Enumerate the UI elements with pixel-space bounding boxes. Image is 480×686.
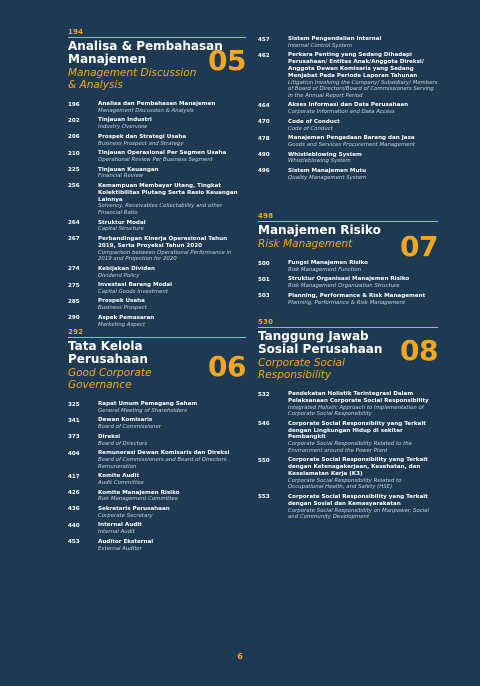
section-number: 08 <box>400 334 438 367</box>
toc-entry[interactable] <box>258 276 438 289</box>
section-number: 05 <box>208 44 246 77</box>
toc-entry-text <box>98 183 246 217</box>
section-06 <box>68 328 246 555</box>
toc-entry[interactable] <box>258 135 438 148</box>
toc-title-en: Capital Goods Investment <box>98 288 168 295</box>
toc-title-id: Tinjauan Keuangan <box>98 166 159 173</box>
section-title-line: Manajemen Risiko <box>258 223 381 237</box>
section-subtitle-line: Management Discussion <box>68 67 197 79</box>
toc-entry-text <box>98 236 246 263</box>
toc-entry[interactable] <box>68 167 246 180</box>
toc-page-number: 496 <box>258 168 270 175</box>
toc-page-number: 532 <box>258 391 270 398</box>
toc-list <box>258 36 438 181</box>
toc-entry[interactable] <box>68 298 246 311</box>
toc-title-id: Kebijakan Dividen <box>98 265 155 272</box>
toc-entry[interactable] <box>68 450 246 470</box>
toc-entry[interactable] <box>258 52 438 99</box>
toc-entry[interactable] <box>258 102 438 115</box>
toc-page-number: 457 <box>258 36 270 43</box>
toc-title-id: Whistleblowing System <box>288 151 362 158</box>
section-subtitle-line: Governance <box>68 379 132 391</box>
toc-title-en: Audit Committee <box>98 479 144 486</box>
toc-entry[interactable] <box>258 391 438 418</box>
section-title-line: Perusahaan <box>68 352 148 366</box>
section-08 <box>258 318 438 524</box>
section-header <box>68 340 246 391</box>
toc-list <box>68 101 246 328</box>
toc-page-number: 503 <box>258 293 270 300</box>
toc-list <box>68 401 246 552</box>
toc-page-number: 426 <box>68 490 80 497</box>
toc-entry[interactable] <box>68 282 246 295</box>
toc-entry-text <box>288 276 438 289</box>
toc-entry-text <box>288 152 438 165</box>
toc-entry-text <box>98 539 246 552</box>
toc-title-id: Prospek Usaha <box>98 298 145 305</box>
toc-title-id: Internal Audit <box>98 522 142 529</box>
toc-page-number: 417 <box>68 473 80 480</box>
section-number: 06 <box>208 350 246 383</box>
toc-entry[interactable] <box>258 494 438 521</box>
toc-entry[interactable] <box>258 36 438 49</box>
toc-title-en: Board of Commissioners and Board of Directors Remuneration <box>98 456 227 470</box>
toc-page-number: 274 <box>68 266 80 273</box>
section-page: 292 <box>68 328 246 338</box>
toc-title-id: Akses Informasi dan Data Perusahaan <box>288 102 409 109</box>
toc-entry[interactable] <box>68 266 246 279</box>
toc-title-en: Corporate Secretary <box>98 512 153 519</box>
toc-entry-text <box>288 119 438 132</box>
toc-title-en: Business Prospect <box>98 305 147 312</box>
toc-entry-text <box>98 490 246 503</box>
toc-entry[interactable] <box>68 150 246 163</box>
toc-title-en: Internal Audit <box>98 529 135 536</box>
toc-title-id: Struktur Modal <box>98 219 146 226</box>
toc-title-en: Risk Management Organization Structure <box>288 283 400 290</box>
toc-title-id: Sistem Manajemen Mutu <box>288 167 367 174</box>
toc-entry[interactable] <box>258 457 438 491</box>
toc-title-en: Management Discussion & Analysis <box>98 107 194 114</box>
toc-title-id: Tinjauan Industri <box>98 117 152 124</box>
toc-page-number: 436 <box>68 506 80 513</box>
toc-entry[interactable] <box>68 490 246 503</box>
toc-entry-text <box>98 450 246 470</box>
toc-title-id: Aspek Pemasaran <box>98 314 155 321</box>
section-title-line: Tata Kelola <box>68 339 143 353</box>
toc-entry-text <box>288 293 438 306</box>
toc-entry-text <box>288 391 438 418</box>
toc-entry-text <box>98 150 246 163</box>
toc-page-number: 404 <box>68 450 80 457</box>
toc-entry[interactable] <box>68 506 246 519</box>
toc-page-number: 490 <box>258 152 270 159</box>
toc-list <box>258 391 438 521</box>
toc-page-number: 341 <box>68 417 80 424</box>
toc-title-en: Code of Conduct <box>288 125 333 132</box>
section-title-line: Tanggung Jawab <box>258 329 369 343</box>
toc-entry[interactable] <box>68 522 246 535</box>
toc-page-number: 264 <box>68 220 80 227</box>
toc-entry-text <box>98 473 246 486</box>
toc-title-id: Investasi Barang Modal <box>98 282 173 289</box>
toc-entry[interactable] <box>68 539 246 552</box>
toc-title-en: Financial Review <box>98 173 144 180</box>
toc-title-en: Internal Control System <box>288 42 353 49</box>
toc-entry[interactable] <box>68 101 246 114</box>
toc-title-id: Perbandingan Kinerja Operasional Tahun 2019, Serta Proyeksi Tahun 2020 <box>98 235 228 249</box>
section-05-continued <box>258 36 438 184</box>
toc-entry[interactable] <box>68 134 246 147</box>
toc-title-id: Komite Audit <box>98 473 140 480</box>
toc-title-id: Kemampuan Membayar Utang, Tingkat Kolektibilitas Piutang Serta Rasio Keuangan Lainnya <box>98 182 238 203</box>
toc-title-id: Dewan Komisaris <box>98 417 153 424</box>
toc-title-en: Comparison between Operational Performance in 2019 and Projection for 2020 <box>98 249 232 263</box>
toc-entry-text <box>98 401 246 414</box>
toc-entry-text <box>98 434 246 447</box>
toc-title-id: Direksi <box>98 433 121 440</box>
toc-entry-text <box>288 52 438 99</box>
toc-title-en: Corporate Information and Data Access <box>288 109 395 116</box>
toc-title-en: Corporate Social Responsibility Related to Occupational Health, and Safety (HSE) <box>288 477 402 491</box>
page-number: 6 <box>237 652 243 661</box>
toc-title-en: Marketing Aspect <box>98 321 146 328</box>
toc-title-id: Prospek dan Strategi Usaha <box>98 133 187 140</box>
toc-entry-text <box>288 421 438 455</box>
section-07 <box>258 212 438 309</box>
toc-page-number: 267 <box>68 236 80 243</box>
toc-page-number: 290 <box>68 315 80 322</box>
toc-entry[interactable] <box>258 168 438 181</box>
toc-entry[interactable] <box>68 117 246 130</box>
toc-page-number: 462 <box>258 52 270 59</box>
toc-title-id: Tinjauan Operasional Per Segmen Usaha <box>98 150 227 157</box>
toc-entry[interactable] <box>258 152 438 165</box>
toc-title-en: External Auditor <box>98 545 142 552</box>
section-title-line: Analisa & Pembahasan <box>68 39 223 53</box>
section-subtitle-line: Corporate Social <box>258 357 345 369</box>
toc-page-number: 285 <box>68 298 80 305</box>
toc-title-id: Corporate Social Responsibiity yang Terkait dengan Lingkungan Hidup di sekitar Pembangkit <box>288 420 426 441</box>
section-page: 530 <box>258 318 438 328</box>
toc-title-id: Struktur Organisasi Manajemen Risiko <box>288 276 410 283</box>
section-header <box>258 330 438 381</box>
toc-page-number: 256 <box>68 183 80 190</box>
toc-page-number: 501 <box>258 276 270 283</box>
toc-entry[interactable] <box>68 183 246 217</box>
section-number: 07 <box>400 230 438 263</box>
toc-page-number: 546 <box>258 421 270 428</box>
section-05 <box>68 28 246 331</box>
toc-title-en: General Meeting of Shareholders <box>98 407 187 414</box>
toc-page-number: 373 <box>68 434 80 441</box>
toc-entry-text <box>98 167 246 180</box>
toc-entry-text <box>288 36 438 49</box>
toc-entry-text <box>98 315 246 328</box>
toc-title-id: Code of Conduct <box>288 118 340 125</box>
toc-title-id: Sistem Pengendalian Internal <box>288 36 382 42</box>
toc-title-id: Sekretaris Perusahaan <box>98 505 170 512</box>
toc-page-number: 225 <box>68 167 80 174</box>
toc-page-number: 202 <box>68 117 80 124</box>
toc-title-en: Business Prospect and Strategy <box>98 140 184 147</box>
toc-entry-text <box>288 135 438 148</box>
toc-title-en: Industry Overview <box>98 124 148 131</box>
toc-entry-text <box>288 494 438 521</box>
toc-entry[interactable] <box>68 220 246 233</box>
toc-entry-text <box>98 417 246 430</box>
toc-title-id: Planning, Performance & Risk Management <box>288 292 426 299</box>
toc-title-en: Capital Structure <box>98 226 144 233</box>
section-title-line: Manajemen <box>68 52 147 66</box>
toc-title-en: Risk Management Function <box>288 266 362 273</box>
toc-entry-text <box>98 506 246 519</box>
toc-title-id: Rapat Umum Pemegang Saham <box>98 401 198 407</box>
toc-entry-text <box>98 522 246 535</box>
section-subtitle-line: Responsibility <box>258 369 332 381</box>
toc-title-id: Analisa dan Pembahasan Manajemen <box>98 101 216 107</box>
toc-page-number: 453 <box>68 539 80 546</box>
toc-title-id: Corporate Social Responsibility yang Terkait dengan Sosial dan Kemasyarakatan <box>288 493 428 507</box>
toc-title-en: Solvency, Receivables Collectability and other Financial Ratio <box>98 203 223 216</box>
section-page: 194 <box>68 28 246 38</box>
toc-entry-text <box>98 298 246 311</box>
toc-entry[interactable] <box>68 401 246 414</box>
toc-entry[interactable] <box>68 236 246 263</box>
toc-entry-text <box>98 266 246 279</box>
toc-entry-text <box>288 102 438 115</box>
toc-title-id: Auditor Eksternal <box>98 538 154 545</box>
section-subtitle-line: Risk Management <box>258 238 353 250</box>
toc-title-en: Board of Directors <box>98 440 148 447</box>
toc-entry-text <box>98 134 246 147</box>
toc-title-en: Litigation Involving the Company/ Subsidiary/ Members of Board of Directors/Board of Commissioners Serving in the Annual Report Period <box>288 79 438 99</box>
toc-title-en: Planning, Performance & Risk Management <box>288 299 406 306</box>
toc-title-en: Quality Management System <box>288 174 367 181</box>
toc-page-number: 553 <box>258 494 270 501</box>
toc-title-en: Board of Commissioner <box>98 424 161 431</box>
section-header <box>68 40 246 91</box>
toc-entry[interactable] <box>258 293 438 306</box>
section-title-line: Sosial Perusahaan <box>258 342 383 356</box>
toc-entry[interactable] <box>68 417 246 430</box>
toc-title-id: Komite Manajemen Risiko <box>98 489 180 496</box>
toc-title-en: Operational Review Per Business Segment <box>98 156 213 163</box>
toc-title-en: Dividend Policy <box>98 272 140 279</box>
toc-entry[interactable] <box>68 473 246 486</box>
toc-title-en: Risk Management Committee <box>98 496 179 503</box>
toc-title-en: Integrated Holistic Approach to Implementation of Corporate Social Responsibility <box>288 404 424 418</box>
toc-page-number: 470 <box>258 119 270 126</box>
toc-page-number: 478 <box>258 135 270 142</box>
toc-page-number: 440 <box>68 522 80 529</box>
toc-title-en: Corporate Social Responsibility on Manpower, Social and Community Development <box>288 507 429 521</box>
toc-title-en: Goods and Services Procurement Management <box>288 141 416 148</box>
toc-title-id: Perkara Penting yang Sedang Dihadapi Perusahaan/ Entitas Anak/Anggota Direksi/ Anggota Dewan Komisaris yang Sedang Menjabat Pada Periode Laporan Tahunan <box>288 52 424 79</box>
toc-page-number: 210 <box>68 150 80 157</box>
toc-page-number: 325 <box>68 401 80 408</box>
toc-page-number: 275 <box>68 282 80 289</box>
toc-title-id: Remunerasi Dewan Komisaris dan Direksi <box>98 450 230 457</box>
toc-entry-text <box>98 117 246 130</box>
toc-list <box>258 260 438 306</box>
toc-page-number: 500 <box>258 260 270 267</box>
toc-title-id: Pendekatan Holistik Terintegrasi Dalam Pelaksanaan Corporate Social Responsibility <box>288 391 429 404</box>
section-page: 498 <box>258 212 438 222</box>
toc-entry[interactable] <box>258 119 438 132</box>
toc-entry-text <box>98 101 246 114</box>
toc-entry-text <box>98 282 246 295</box>
toc-title-id: Corporate Social Responsibility yang Terkait dengan Ketenagakerjaan, Kesehatan, dan Keselamatan Kerja (K3) <box>288 457 428 477</box>
toc-entry-text <box>288 457 438 491</box>
toc-title-id: Fungsi Manajemen Risiko <box>288 260 368 266</box>
toc-title-id: Manajemen Pengadaan Barang dan Jasa <box>288 135 415 142</box>
toc-entry[interactable] <box>258 421 438 455</box>
section-subtitle-line: Good Corporate <box>68 367 152 379</box>
toc-entry[interactable] <box>68 315 246 328</box>
toc-entry[interactable] <box>68 434 246 447</box>
toc-entry-text <box>98 220 246 233</box>
section-subtitle-line: & Analysis <box>68 79 123 91</box>
toc-page-number: 196 <box>68 101 80 108</box>
toc-title-en: Whistleblowing System <box>288 158 351 165</box>
toc-page-number: 464 <box>258 102 270 109</box>
toc-entry-text <box>288 168 438 181</box>
toc-page-number: 206 <box>68 134 80 141</box>
toc-page-number: 550 <box>258 457 270 464</box>
toc-title-en: Corporate Social Responsibility Related to the Environment around the Power Plant <box>288 441 413 454</box>
